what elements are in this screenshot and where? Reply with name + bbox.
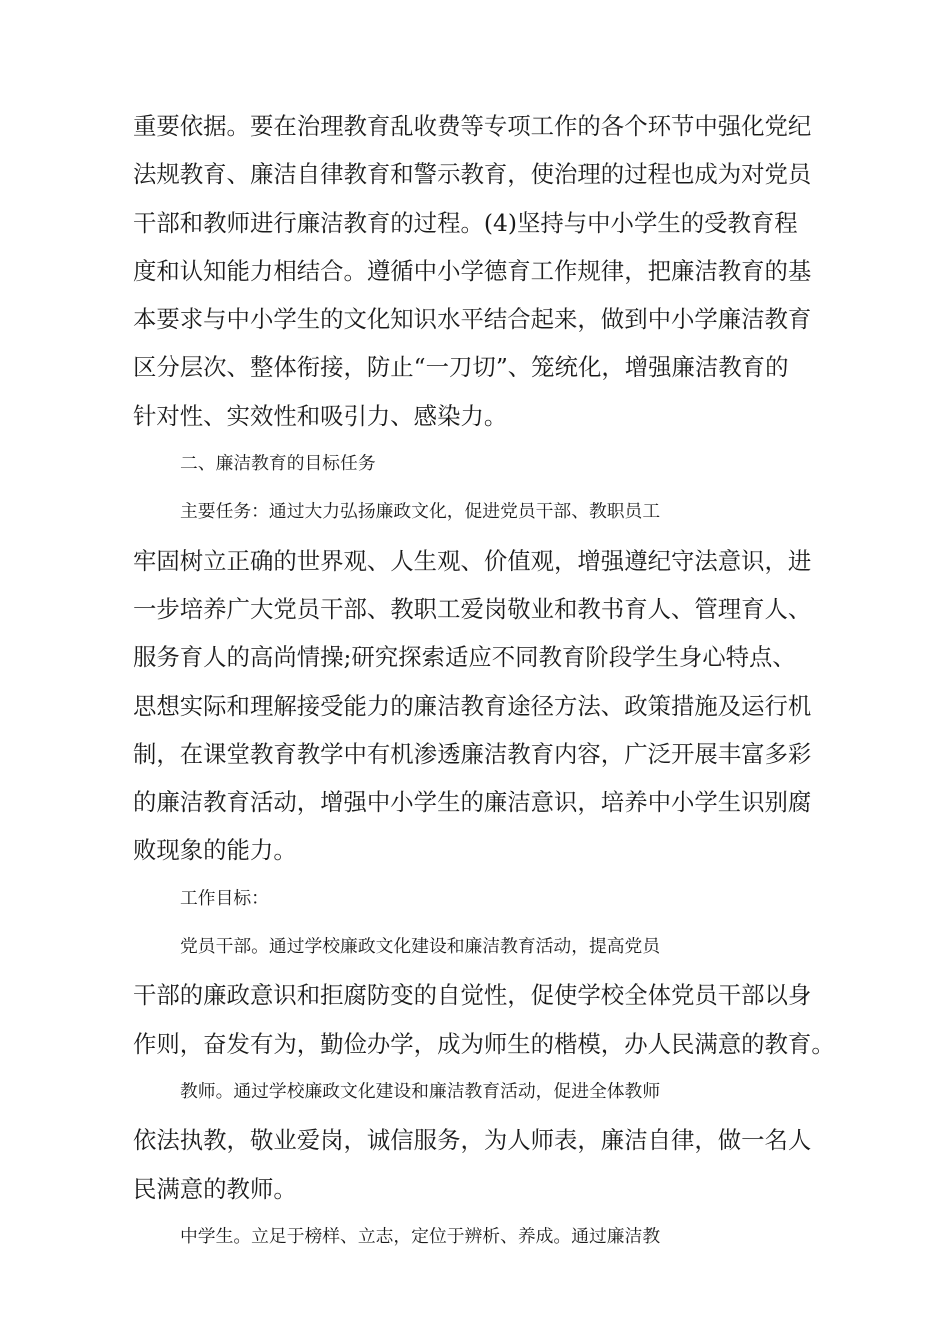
text-line: 干部和教师进行廉洁教育的过程。(4)坚持与中小学生的受教育程 — [133, 208, 798, 237]
text-line: 的廉洁教育活动，增强中小学生的廉洁意识，培养中小学生识别腐 — [133, 788, 812, 817]
document-body — [133, 102, 833, 1261]
section-heading: 二、廉洁教育的目标任务 — [180, 453, 376, 475]
subheading: 工作目标： — [180, 887, 269, 909]
text-line: 依法执教，敬业爱岗，诚信服务，为人师表，廉洁自律，做一名人 — [133, 1126, 812, 1155]
text-line: 思想实际和理解接受能力的廉洁教育途径方法、政策措施及运行机 — [133, 691, 812, 720]
text-line: 服务育人的高尚情操;研究探索适应不同教育阶段学生身心特点、 — [133, 643, 796, 672]
text-line: 牢固树立正确的世界观、人生观、价值观，增强遵纪守法意识，进 — [133, 546, 812, 575]
text-line: 本要求与中小学生的文化知识水平结合起来，做到中小学廉洁教育 — [133, 305, 812, 334]
text-line: 针对性、实效性和吸引力、感染力。 — [133, 401, 508, 430]
text-line: 一步培养广大党员干部、教职工爱岗敬业和教书育人、管理育人、 — [133, 594, 812, 623]
text-line: 败现象的能力。 — [133, 836, 297, 865]
text-line: 中学生。立足于榜样、立志，定位于辨析、养成。通过廉洁教 — [180, 1225, 661, 1247]
text-line: 党员干部。通过学校廉政文化建设和廉洁教育活动，提高党员 — [180, 936, 661, 958]
text-line: 度和认知能力相结合。遵循中小学德育工作规律，把廉洁教育的基 — [133, 256, 812, 285]
text-line: 作则，奋发有为，勤俭办学，成为师生的楷模，办人民满意的教育。 — [133, 1029, 835, 1058]
text-line: 教师。通过学校廉政文化建设和廉洁教育活动，促进全体教师 — [180, 1080, 661, 1102]
text-line: 法规教育、廉洁自律教育和警示教育，使治理的过程也成为对党员 — [133, 160, 812, 189]
text-line: 民满意的教师。 — [133, 1174, 297, 1203]
text-line: 重要依据。要在治理教育乱收费等专项工作的各个环节中强化党纪 — [133, 112, 812, 140]
text-line: 区分层次、整体衔接，防止“一刀切”、笼统化，增强廉洁教育的 — [133, 353, 789, 382]
text-line: 制，在课堂教育教学中有机渗透廉洁教育内容，广泛开展丰富多彩 — [133, 739, 812, 768]
text-line: 干部的廉政意识和拒腐防变的自觉性，促使学校全体党员干部以身 — [133, 981, 812, 1010]
text-line: 主要任务：通过大力弘扬廉政文化，促进党员干部、教职员工 — [180, 501, 661, 523]
